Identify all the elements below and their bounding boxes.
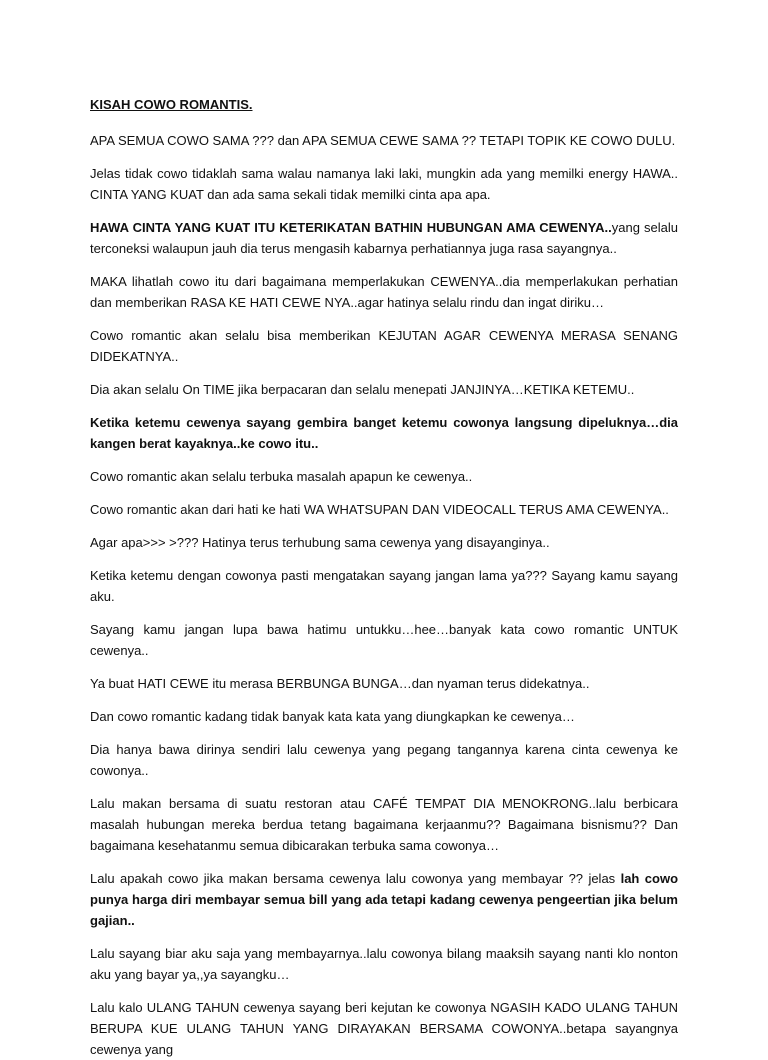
bold-text-segment: lah cowo punya harga diri membayar semua bill yang ada tetapi kadang cewenya pengeertian jika belum gajian.. — [90, 871, 679, 928]
text-segment: Lalu makan bersama di suatu restoran atau CAFÉ TEMPAT DIA MENOKRONG..lalu berbicara masalah hubungan mereka berdua tetang bagaimana kerjaanmu?? Bagaimana bisnismu?? Dan bagaimana kesehatanmu semua dibicarakan terbuka sama cowonya… — [90, 796, 678, 853]
text-segment: Ketika ketemu dengan cowonya pasti mengatakan sayang jangan lama ya??? Sayang kamu sayang aku. — [90, 568, 678, 604]
text-segment: Jelas tidak cowo tidaklah sama walau namanya laki laki, mungkin ada yang memilki energy HAWA.. CINTA YANG KUAT dan ada sama sekali tidak memilki cinta apa apa. — [90, 166, 678, 202]
text-segment: Lalu apakah cowo jika makan bersama cewenya lalu cowonya yang membayar ?? jelas — [90, 871, 621, 886]
bold-text-segment: Ketika ketemu cewenya sayang gembira banget ketemu cowonya langsung dipeluknya…dia kangen berat kayaknya..ke cowo itu.. — [90, 415, 678, 451]
paragraph — [90, 706, 678, 727]
paragraph — [90, 565, 678, 607]
text-segment: Lalu sayang biar aku saja yang membayarnya..lalu cowonya bilang maaksih sayang nanti klo nonton aku yang bayar ya,,ya sayangku… — [90, 946, 678, 982]
paragraph — [90, 499, 678, 520]
paragraph — [90, 793, 678, 856]
text-segment: Sayang kamu jangan lupa bawa hatimu untukku…hee…banyak kata cowo romantic UNTUK cewenya.. — [90, 622, 678, 658]
document-body — [90, 130, 678, 1060]
paragraph — [90, 217, 678, 259]
text-segment: APA SEMUA COWO SAMA ??? dan APA SEMUA CEWE SAMA ?? TETAPI TOPIK KE COWO DULU. — [90, 133, 676, 148]
paragraph — [90, 532, 678, 553]
paragraph — [90, 673, 678, 694]
bold-text-segment: HAWA CINTA YANG KUAT ITU KETERIKATAN BATHIN HUBUNGAN AMA CEWENYA.. — [90, 220, 612, 235]
paragraph — [90, 130, 678, 151]
paragraph — [90, 739, 678, 781]
paragraph — [90, 271, 678, 313]
paragraph — [90, 379, 678, 400]
text-segment: Cowo romantic akan selalu terbuka masalah apapun ke cewenya.. — [90, 469, 473, 484]
text-segment: Dia akan selalu On TIME jika berpacaran dan selalu menepati JANJINYA…KETIKA KETEMU.. — [90, 382, 635, 397]
text-segment: Dia hanya bawa dirinya sendiri lalu cewenya yang pegang tangannya karena cinta cewenya ke cowonya.. — [90, 742, 678, 778]
text-segment: Lalu kalo ULANG TAHUN cewenya sayang beri kejutan ke cowonya NGASIH KADO ULANG TAHUN BERUPA KUE ULANG TAHUN YANG DIRAYAKAN BERSAMA COWONYA..betapa sayangnya cewenya yang — [90, 1000, 678, 1057]
paragraph — [90, 997, 678, 1060]
text-segment: MAKA lihatlah cowo itu dari bagaimana memperlakukan CEWENYA..dia memperlakukan perhatian dan memberikan RASA KE HATI CEWE NYA..agar hatinya selalu rindu dan ingat diriku… — [90, 274, 678, 310]
paragraph — [90, 619, 678, 661]
paragraph — [90, 163, 678, 205]
paragraph — [90, 943, 678, 985]
paragraph — [90, 412, 678, 454]
paragraph — [90, 868, 678, 931]
document-title: KISAH COWO ROMANTIS. — [90, 97, 253, 112]
paragraph — [90, 325, 678, 367]
paragraph — [90, 466, 678, 487]
text-segment: Cowo romantic akan selalu bisa memberikan KEJUTAN AGAR CEWENYA MERASA SENANG DIDEKATNYA.. — [90, 328, 678, 364]
text-segment: Dan cowo romantic kadang tidak banyak kata kata yang diungkapkan ke cewenya… — [90, 709, 575, 724]
text-segment: yang selalu terconeksi walaupun jauh dia terus mengasih kabarnya perhatiannya juga rasa sayangnya.. — [90, 220, 678, 256]
text-segment: Agar apa>>> >??? Hatinya terus terhubung sama cewenya yang disayanginya.. — [90, 535, 550, 550]
text-segment: Cowo romantic akan dari hati ke hati WA WHATSUPAN DAN VIDEOCALL TERUS AMA CEWENYA.. — [90, 502, 669, 517]
text-segment: Ya buat HATI CEWE itu merasa BERBUNGA BUNGA…dan nyaman terus didekatnya.. — [90, 676, 590, 691]
